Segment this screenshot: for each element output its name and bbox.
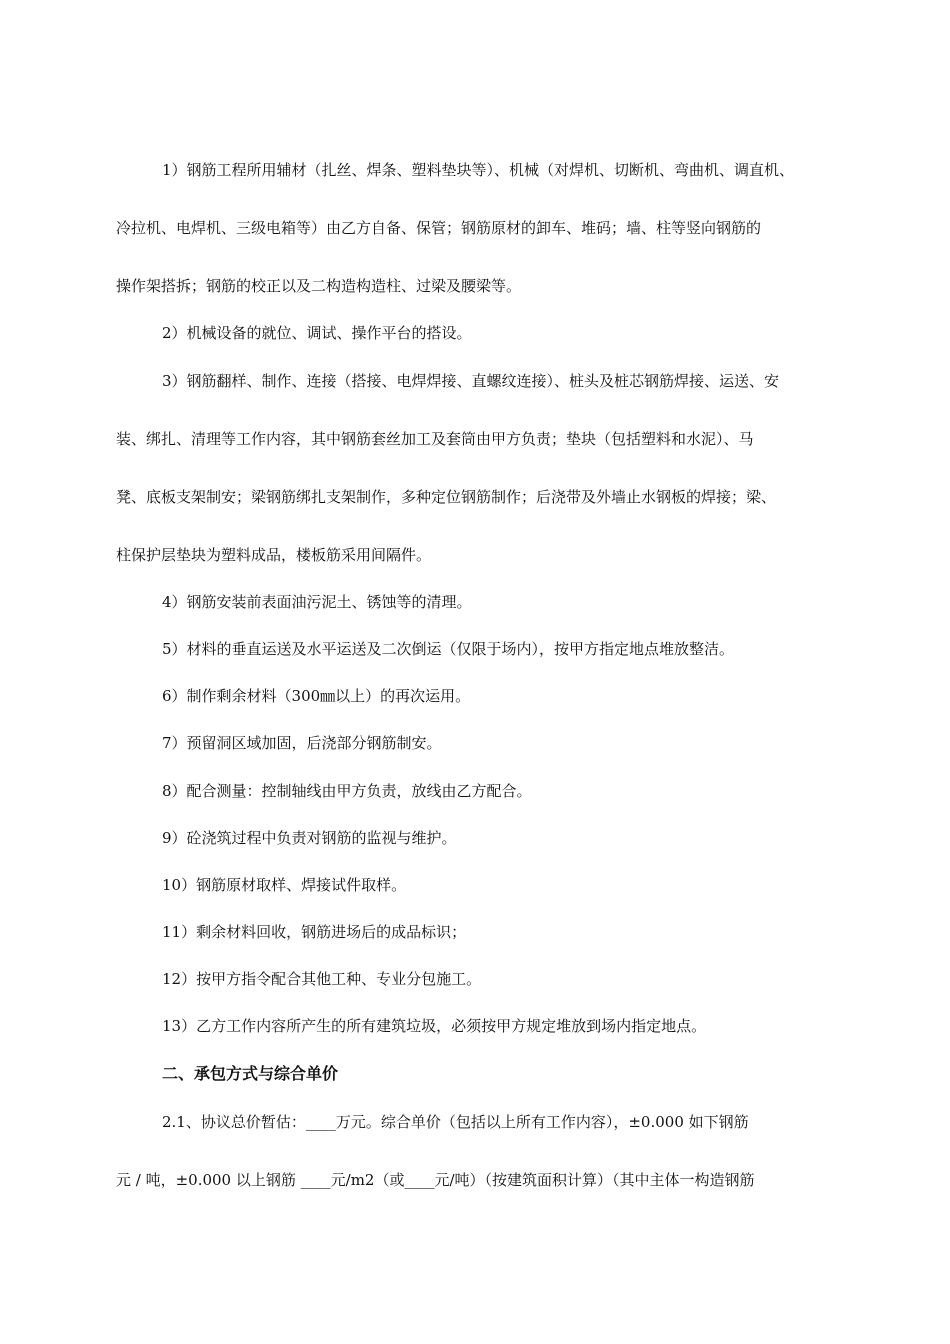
item-13: 13）乙方工作内容所产生的所有建筑垃圾，必须按甲方规定堆放到场内指定地点。 bbox=[162, 1017, 707, 1035]
section-title: 二、承包方式与综合单价 bbox=[162, 1064, 339, 1083]
item-3-line-4: 柱保护层垫块为塑料成品，楼板筋采用间隔件。 bbox=[116, 546, 432, 564]
item-11: 11）剩余材料回收，钢筋进场后的成品标识； bbox=[162, 923, 467, 941]
item-3-line-1: 3）钢筋翻样、制作、连接（搭接、电焊焊接、直螺纹连接）、桩头及桩芯钢筋焊接、运送、安 bbox=[162, 372, 780, 390]
item-2: 2）机械设备的就位、调试、操作平台的搭设。 bbox=[162, 324, 472, 342]
item-7: 7）预留洞区域加固，后浇部分钢筋制安。 bbox=[162, 734, 442, 752]
item-1-line-3: 操作架搭拆；钢筋的校正以及二构造构造柱、过梁及腰梁等。 bbox=[116, 277, 522, 295]
item-1-line-1: 1）钢筋工程所用辅材（扎丝、焊条、塑料垫块等）、机械（对焊机、切断机、弯曲机、调直机、 bbox=[162, 161, 795, 179]
item-4: 4）钢筋安装前表面油污泥土、锈蚀等的清理。 bbox=[162, 593, 472, 611]
item-10: 10）钢筋原材取样、焊接试件取样。 bbox=[162, 876, 407, 894]
clause-2-1-line-2: 元 / 吨，±0.000 以上钢筋 ____元/m2（或____元/吨）（按建筑面积计算）（其中主体一构造钢筋 bbox=[116, 1171, 755, 1189]
item-6: 6）制作剩余材料（300㎜以上）的再次运用。 bbox=[162, 687, 471, 705]
item-1-line-2: 冷拉机、电焊机、三级电箱等）由乙方自备、保管；钢筋原材的卸车、堆码；墙、柱等竖向钢筋的 bbox=[116, 219, 762, 237]
item-3-line-2: 装、绑扎、清理等工作内容，其中钢筋套丝加工及套筒由甲方负责；垫块（包括塑料和水泥）、马 bbox=[116, 430, 754, 448]
item-3-line-3: 凳、底板支架制安；梁钢筋绑扎支架制作，多种定位钢筋制作；后浇带及外墙止水钢板的焊接；梁、 bbox=[116, 488, 777, 506]
clause-2-1-line-1: 2.1、协议总价暂估：____万元。综合单价（包括以上所有工作内容），±0.000 如下钢筋 bbox=[162, 1113, 749, 1131]
item-5: 5）材料的垂直运送及水平运送及二次倒运（仅限于场内），按甲方指定地点堆放整洁。 bbox=[162, 640, 735, 658]
item-8: 8）配合测量：控制轴线由甲方负责，放线由乙方配合。 bbox=[162, 782, 532, 800]
item-9: 9）砼浇筑过程中负责对钢筋的监视与维护。 bbox=[162, 829, 457, 847]
item-12: 12）按甲方指令配合其他工种、专业分包施工。 bbox=[162, 970, 482, 988]
